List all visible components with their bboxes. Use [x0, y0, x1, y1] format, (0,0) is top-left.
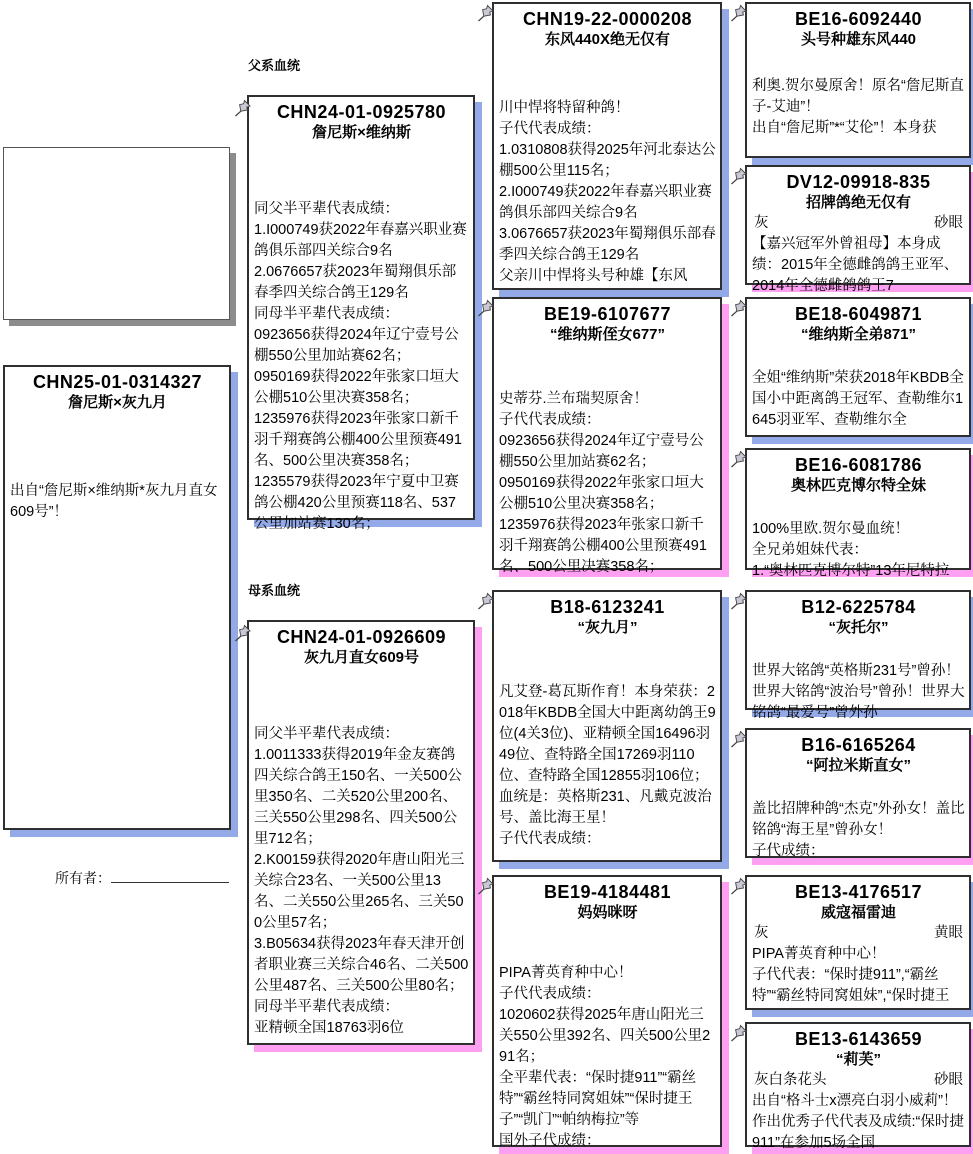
pedigree-box-sire-sire-dam [745, 165, 971, 294]
ring-number: DV12-09918-835 [786, 172, 931, 192]
maternal-line-label: 母系血统 [248, 583, 301, 598]
pushpin-icon [730, 450, 748, 468]
ring-number: BE16-6092440 [794, 9, 923, 29]
ring-number: B18-6123241 [550, 597, 665, 617]
pedigree-box-dam-sire-sire [745, 590, 971, 721]
pigeon-details: 世界大铭鸽“英格斯231号”曾孙！世界大铭鸽“波治号”曾孙！世界大铭鸽“最爱号”曾外孙 [752, 663, 965, 721]
pushpin-icon [234, 99, 252, 117]
eye-color: 砂眼 [934, 1072, 963, 1088]
pigeon-name: “维纳斯全弟871” [800, 326, 917, 343]
pigeon-details: PIPA菁英育种中心！ 子代代表成绩： 1020602获得2025年唐山阳光三关550公里392名、四关500公里291名； 全平辈代表：“保时捷911”“霸丝特”“霸丝特同窝姐妹”“保时捷王子”“凯门”“帕纳梅拉”等 国外子代成绩： [499, 965, 711, 1149]
ring-number: BE18-6049871 [794, 304, 923, 324]
ring-number: BE19-4184481 [543, 882, 672, 902]
eye-color: 砂眼 [934, 215, 963, 231]
ring-number: BE16-6081786 [794, 455, 923, 475]
pushpin-icon [730, 877, 748, 895]
pigeon-name: 妈妈咪呀 [577, 904, 638, 921]
pigeon-name: 灰九月直女609号 [303, 649, 420, 666]
owner-row [55, 868, 229, 888]
eye-color: 黄眼 [934, 925, 963, 941]
pigeon-name: “阿拉米斯直女” [805, 757, 911, 774]
pigeon-name: 招牌鸽绝无仅有 [805, 194, 911, 211]
pigeon-name: 詹尼斯×维纳斯 [312, 124, 411, 141]
pedigree-box-sire-dam [492, 297, 722, 575]
pigeon-details: 【嘉兴冠军外曾祖母】本身成绩：2015年全德雌鸽鸽王亚军、2014年全德雌鸽鸽王7 [752, 236, 959, 294]
pedigree-box-dam-dam [492, 875, 722, 1147]
pedigree-box-dam-dam-dam [745, 1022, 971, 1151]
pigeon-name: 威寇福雷迪 [820, 904, 896, 921]
ring-number: BE19-6107677 [543, 304, 672, 324]
pigeon-details: 同父半平辈代表成绩： 1.0011333获得2019年金友赛鸽四关综合鸽王150名、一关500公里350名、二关520公里200名、三关550公里298名、四关500公里712名； 2.K00159获得2020年唐山阳光三关综合23名、一关500公里13名、二关550公里265名、三关500公里57名； 3.B05634获得2023年春天津开创者职业赛三关综合46名、二关500公里487名、三关500公里80名； 同母半平辈代表成绩： 亚精顿全国18763羽6位 [254, 726, 469, 1036]
pedigree-box-sire-dam-sire [745, 297, 971, 437]
pedigree-box-subject [3, 365, 231, 830]
pushpin-icon [730, 299, 748, 317]
ring-number: B12-6225784 [801, 597, 916, 617]
pedigree-box-dam-dam-sire [745, 875, 971, 1010]
pigeon-details: 凡艾登-葛瓦斯作育！本身荣获：2018年KBDB全国大中距离幼鸽王9位(4关3位)、亚精顿全国16496羽49位、查特路全国17269羽110位、查特路全国12855羽106位；血统是：英格斯231、凡戴克波治号、盖比海王星！ 子代代表成绩： [499, 684, 716, 847]
feather-color: 灰 [754, 215, 769, 231]
pigeon-name: “维纳斯侄女677” [549, 326, 666, 343]
pedigree-box-sire-sire-sire [745, 2, 971, 158]
pigeon-details: 同父半平辈代表成绩： 1.I000749获2022年春嘉兴职业赛鸽俱乐部四关综合9名 2.0676657获2023年蜀翔俱乐部春季四关综合鸽王129名 同母半平辈代表成绩： 0923656获得2024年辽宁壹号公棚550公里加站赛62名； 0950169获得2022年张家口垣大公棚510公里决赛358名； 1235976获得2023年张家口新千羽千翔赛鸽公棚400公里预赛491名、500公里决赛358名； 1235579获得2023年宁夏中卫赛鸽公棚420公里预赛118名、537公里加站赛130名； [254, 201, 467, 532]
pedigree-box-sire-sire [492, 2, 722, 290]
pigeon-details: 利奥.贺尔曼原舍！原名“詹尼斯直子-艾迪”！ 出自“詹尼斯”*“艾伦”！本身获 [752, 78, 964, 136]
pigeon-details: PIPA菁英育种中心！ 子代代表：“保时捷911”,“霸丝特”“霸丝特同窝姐妹”,“保时捷王 [752, 946, 950, 1004]
pushpin-icon [730, 4, 748, 22]
pedigree-box-dam-sire [492, 590, 722, 862]
ring-number: CHN24-01-0925780 [276, 102, 447, 122]
pigeon-details: 出自“格斗士x漂亮白羽小威莉”！作出优秀子代代表及成绩:“保时捷911”在参加5场全国 [752, 1093, 964, 1151]
pushpin-icon [477, 592, 495, 610]
pushpin-icon [730, 167, 748, 185]
pedigree-box-sire [247, 95, 475, 532]
pigeon-details: 100%里欧.贺尔曼血统！ 全兄弟姐妹代表： 1.“奥林匹克博尔特”13年尼特拉 [752, 521, 950, 579]
trait-row [752, 213, 965, 234]
pushpin-icon [730, 1024, 748, 1042]
pigeon-details: 史蒂芬.兰布瑞契原舍！ 子代代表成绩： 0923656获得2024年辽宁壹号公棚550公里加站赛62名； 0950169获得2022年张家口垣大公棚510公里决赛358名； 1235976获得2023年张家口新千羽千翔赛鸽公棚400公里预赛491名、500公里决赛358名； [499, 391, 707, 575]
pigeon-name: 詹尼斯×灰九月 [68, 394, 167, 411]
pedigree-box-sire-dam-dam [745, 448, 971, 579]
pushpin-icon [234, 624, 252, 642]
pigeon-name: 头号种雄东风440 [800, 31, 917, 48]
pigeon-name: 东风440X绝无仅有 [544, 31, 671, 48]
pedigree-box-dam-sire-dam [745, 728, 971, 858]
feather-color: 灰 [754, 925, 769, 941]
pedigree-box-dam [247, 620, 475, 1045]
pigeon-details: 盖比招牌种鸽“杰克”外孙女！盖比铭鸽“海王星”曾孙女！ 子代成绩： [752, 801, 965, 859]
photo-placeholder-box [3, 147, 230, 320]
ring-number: BE13-4176517 [794, 882, 923, 902]
pigeon-name: “灰托尔” [828, 619, 889, 636]
ring-number: CHN25-01-0314327 [32, 372, 203, 392]
ring-number: CHN19-22-0000208 [522, 9, 693, 29]
ring-number: CHN24-01-0926609 [276, 627, 447, 647]
paternal-line-label: 父系血统 [248, 58, 301, 73]
pushpin-icon [477, 299, 495, 317]
pushpin-icon [477, 4, 495, 22]
pigeon-name: “灰九月” [577, 619, 638, 636]
pigeon-name: 奥林匹克博尔特全妹 [790, 477, 926, 494]
pigeon-details: 全姐“维纳斯”荣获2018年KBDB全国小中距离鸽王冠军、查勒维尔1645羽亚军、查勒维尔全 [752, 370, 964, 428]
pushpin-icon [477, 877, 495, 895]
ring-number: B16-6165264 [801, 735, 916, 755]
owner-blank-line [111, 869, 229, 883]
owner-label: 所有者： [55, 870, 111, 886]
trait-row [752, 923, 965, 944]
pushpin-icon [730, 730, 748, 748]
ring-number: BE13-6143659 [794, 1029, 923, 1049]
trait-row [752, 1070, 965, 1091]
pushpin-icon [730, 592, 748, 610]
pigeon-details: 川中悍将特留种鸽！ 子代代表成绩： 1.0310808获得2025年河北泰达公棚500公里115名； 2.I000749获2022年春嘉兴职业赛鸽俱乐部四关综合9名 3.0676657获2023年蜀翔俱乐部春季四关综合鸽王129名 父亲川中悍将头号种雄【东风 [499, 100, 716, 284]
pigeon-name: “莉芙” [835, 1051, 881, 1068]
pigeon-details: 出自“詹尼斯×维纳斯*灰九月直女609号”！ [10, 483, 218, 520]
feather-color: 灰白条花头 [754, 1072, 827, 1088]
